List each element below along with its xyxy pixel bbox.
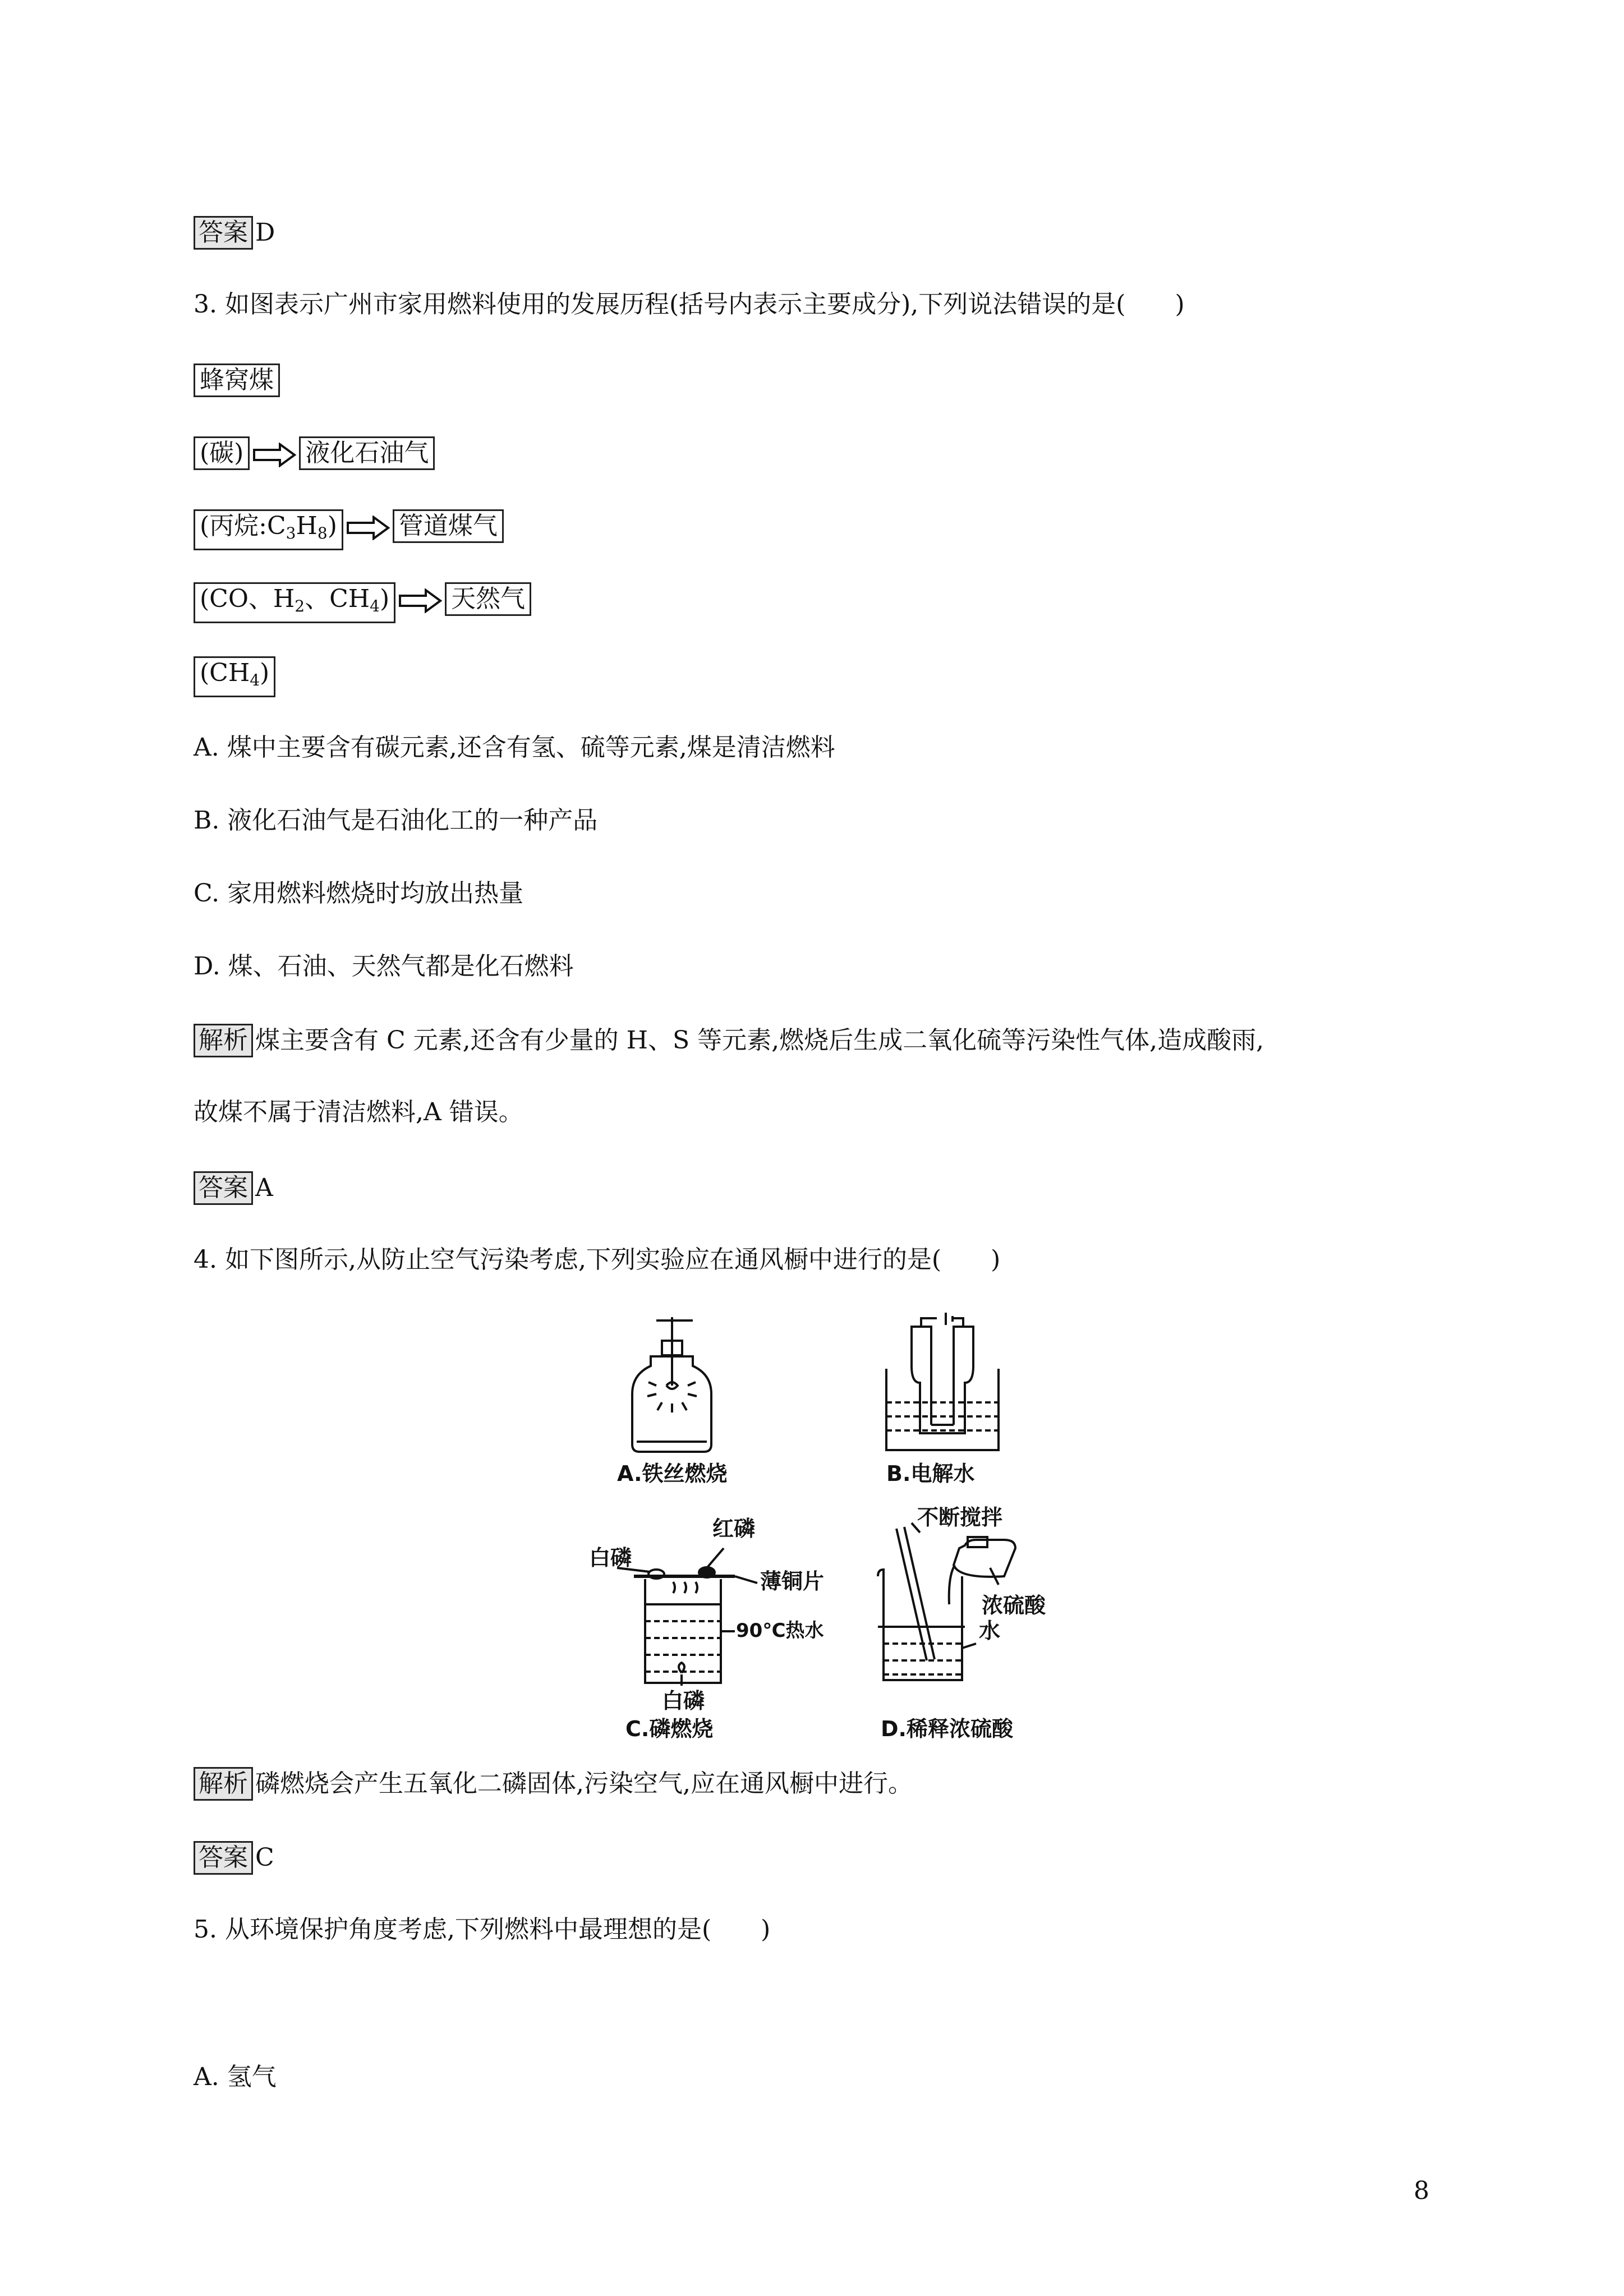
question-3: 3. 如图表示广州市家用燃料使用的发展历程(括号内表示主要成分),下列说法错误的是( ): [194, 290, 1185, 319]
answer-tag: 答案: [194, 216, 253, 250]
option-B: B. 液化石油气是石油化工的一种产品: [194, 806, 598, 835]
fuel-row-5: [194, 656, 275, 697]
component-box: (CO、$H_2$、$CH_4$): [194, 582, 395, 623]
label-white-phosphorus-2: 白磷: [662, 1688, 705, 1713]
answer-value: D: [255, 218, 275, 247]
experiment-figure: [572, 1313, 1077, 1739]
page-number: 8: [1414, 2177, 1429, 2205]
fuel-row-2: [194, 436, 435, 470]
analysis-text: 磷燃烧会产生五氧化二磷固体,污染空气,应在通风橱中进行。: [255, 1769, 913, 1798]
fuel-row-3: [194, 509, 504, 550]
fuel-box: 管道煤气: [393, 509, 504, 543]
hollow-arrow-icon: [398, 588, 443, 613]
fuel-box: 蜂窝煤: [194, 364, 280, 397]
label-acid: 浓硫酸: [982, 1593, 1046, 1618]
label-A: A.铁丝燃烧: [617, 1461, 728, 1486]
analysis-text: 煤主要含有 C 元素,还含有少量的 H、S 等元素,燃烧后生成二氧化硫等污染性气体,造成酸雨,: [255, 1026, 1264, 1055]
option-D: D. 煤、石油、天然气都是化石燃料: [194, 952, 574, 981]
experiment-diagram: [572, 1313, 1077, 1739]
label-D: D.稀释浓硫酸: [881, 1717, 1013, 1739]
answer-line: [194, 1841, 274, 1875]
answer-tag: 答案: [194, 1171, 253, 1205]
iron-burning-apparatus: [632, 1317, 711, 1452]
label-B: B.电解水: [886, 1461, 975, 1486]
analysis-tag: 解析: [194, 1767, 253, 1801]
analysis-text-2: 故煤不属于清洁燃料,A 错误。: [194, 1098, 523, 1126]
fuel-row-4: [194, 582, 531, 623]
label-water: 水: [979, 1618, 1001, 1643]
option-C: C. 家用燃料燃烧时均放出热量: [194, 879, 524, 908]
analysis-line: [194, 1024, 1264, 1057]
electrolysis-apparatus: [886, 1313, 999, 1450]
analysis-line: [194, 1767, 913, 1801]
component-box: (碳): [194, 436, 250, 470]
question-4: 4. 如下图所示,从防止空气污染考虑,下列实验应在通风橱中进行的是( ): [194, 1245, 1001, 1274]
answer-value: C: [255, 1843, 274, 1872]
hollow-arrow-icon: [346, 516, 390, 540]
component-box: (丙烷$:C_3H_8$): [194, 509, 343, 550]
fuel-box: 液化石油气: [299, 436, 435, 470]
fuel-row-1: [194, 364, 280, 397]
label-C: C.磷燃烧: [625, 1717, 714, 1739]
label-stir: 不断搅拌: [917, 1505, 1003, 1530]
option-A: A. 煤中主要含有碳元素,还含有氢、硫等元素,煤是清洁燃料: [194, 733, 835, 762]
analysis-tag: 解析: [194, 1024, 253, 1057]
answer-line: [194, 1171, 273, 1205]
fuel-box: 天然气: [445, 582, 531, 616]
option-A: A. 氢气: [194, 2063, 277, 2091]
component-box: $(CH_4)$: [194, 656, 275, 697]
label-hot-water: 90℃热水: [736, 1619, 824, 1642]
answer-value: A: [255, 1174, 273, 1202]
label-copper-sheet: 薄铜片: [760, 1569, 825, 1594]
label-white-phosphorus: 白磷: [589, 1545, 632, 1570]
answer-line: [194, 216, 275, 250]
question-5: 5. 从环境保护角度考虑,下列燃料中最理想的是( ): [194, 1915, 771, 1944]
phosphorus-apparatus: [617, 1548, 757, 1686]
hollow-arrow-icon: [252, 443, 297, 467]
label-red-phosphorus: 红磷: [712, 1516, 756, 1541]
answer-tag: 答案: [194, 1841, 253, 1875]
